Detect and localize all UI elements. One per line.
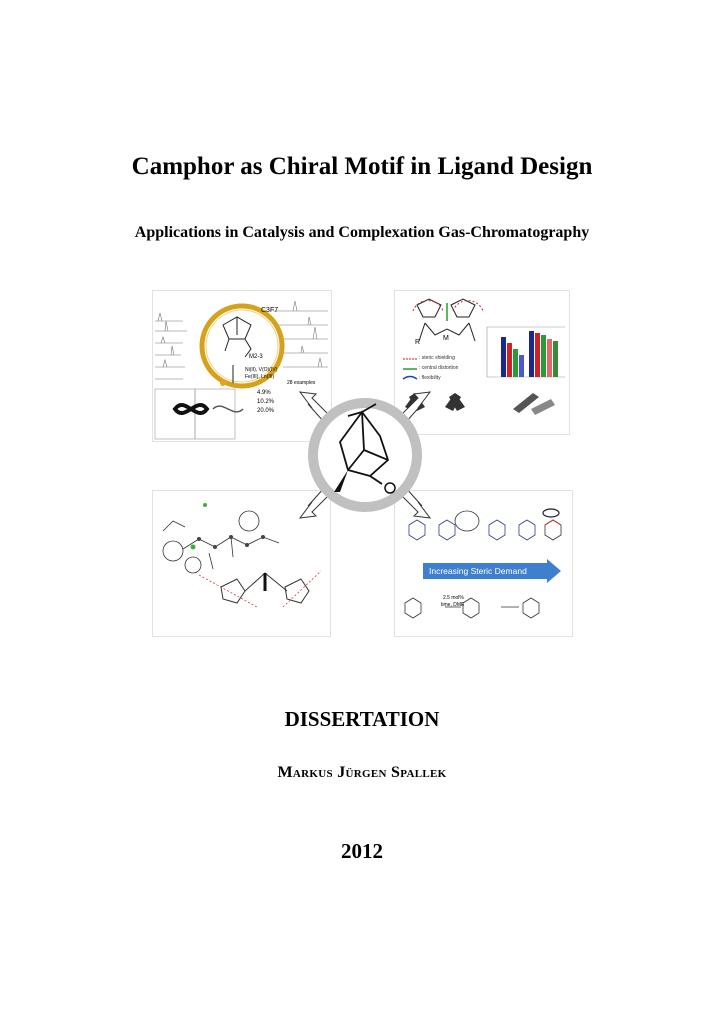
label-c3f7: C3F7 [261, 307, 279, 314]
percent-2: 10.2% [257, 399, 275, 405]
condition-2: time, DME [441, 602, 465, 608]
banner-arrow-head [547, 559, 561, 583]
banner-label: Increasing Steric Demand [429, 566, 527, 576]
bar-cluster [501, 331, 558, 377]
atom-m: M [443, 335, 449, 342]
label-metals-2: Fe(III), Ln(III) [245, 374, 275, 380]
legend-steric: : steric shielding [419, 355, 455, 361]
steric-demand-banner [423, 563, 547, 579]
publication-year: 2012 [341, 839, 383, 863]
atom-r: R [415, 339, 421, 346]
camphor-center-graphic [290, 380, 440, 530]
label-metals: Ni(II), V(O)(IV) [245, 367, 278, 373]
document-subtitle: Applications in Catalysis and Complexation Gas-Chromatography [134, 224, 590, 241]
label-examples: 28 examples [287, 380, 316, 386]
percent-1: 4.9% [257, 390, 271, 396]
center-ring [313, 403, 417, 507]
condition-1: 2.5 mol% [443, 595, 464, 601]
oxygen-atom [385, 483, 395, 493]
legend-flex: : flexibility [419, 375, 441, 381]
percent-3: 20.0% [257, 408, 275, 414]
author-name: Markus Jürgen Spallek [277, 764, 447, 781]
label-m23: M2-3 [249, 354, 263, 360]
document-type: DISSERTATION [284, 707, 440, 731]
document-title: Camphor as Chiral Motif in Ligand Design [131, 153, 593, 180]
legend-central: : central distortion [419, 365, 459, 371]
